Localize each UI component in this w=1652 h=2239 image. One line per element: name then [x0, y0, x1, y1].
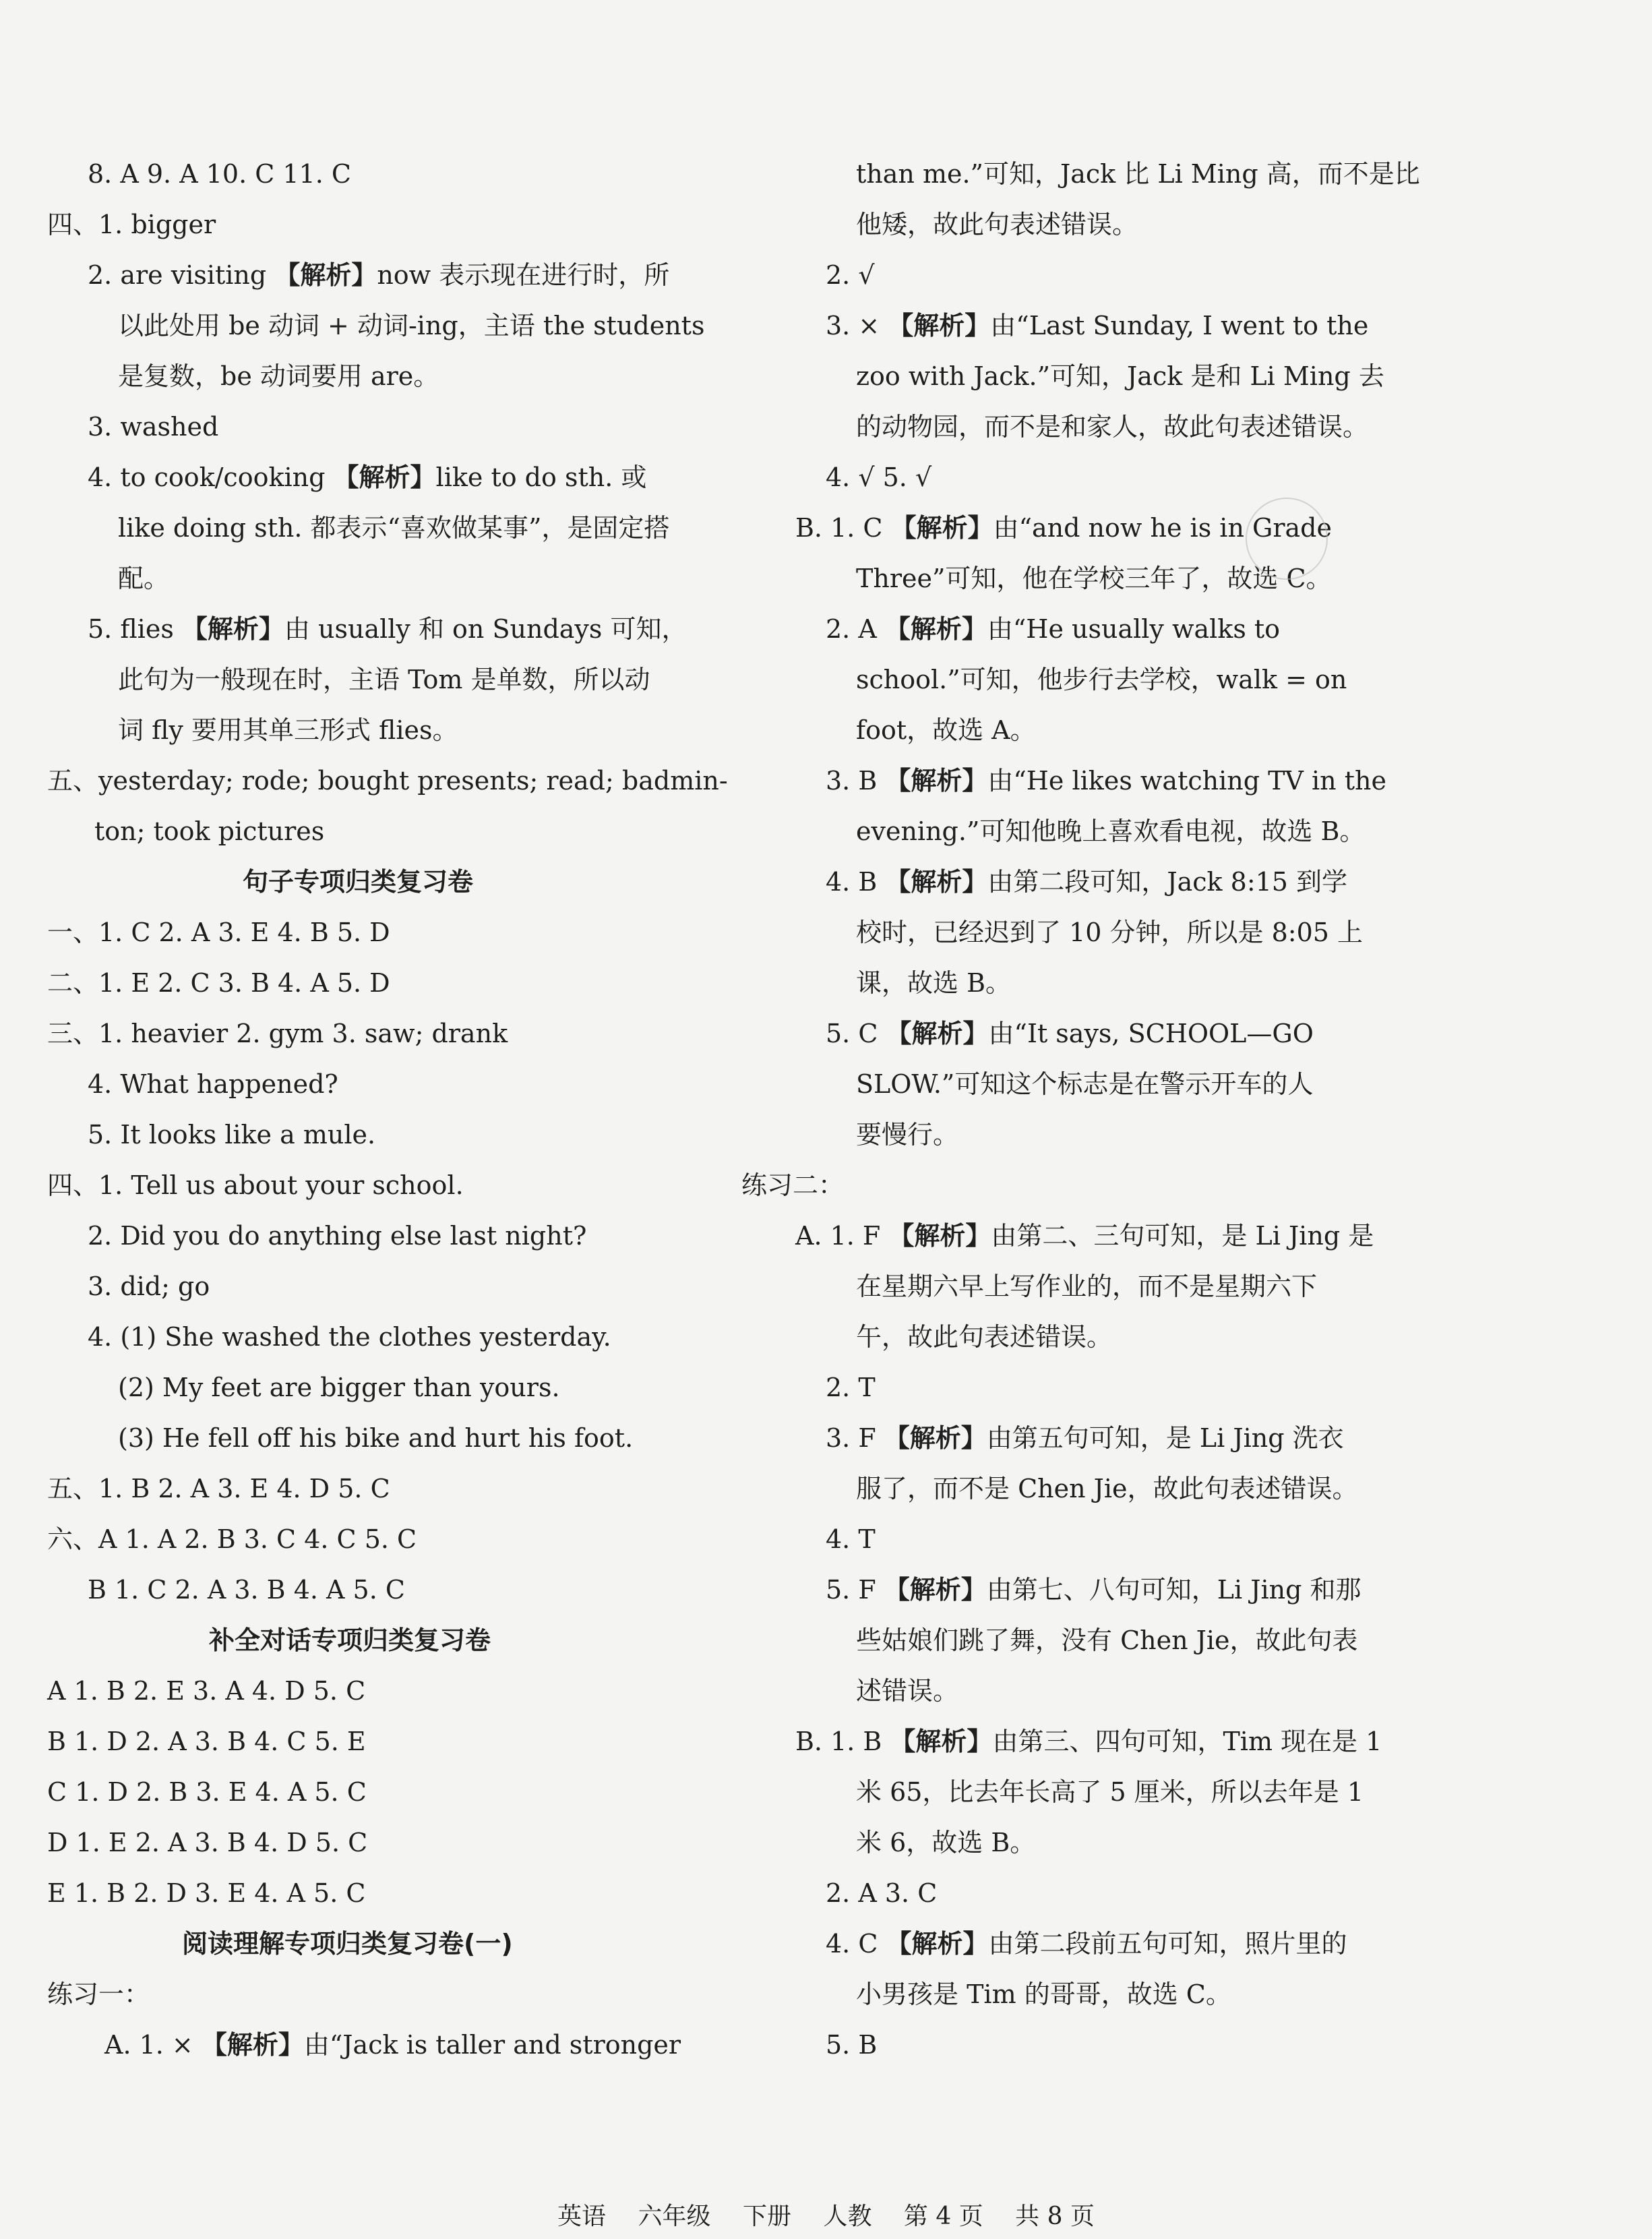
analysis-tag: 【解析】	[890, 513, 993, 543]
answer-line	[826, 1570, 1362, 1610]
answer-line: (3) He fell off his bike and hurt his foot.	[118, 1423, 634, 1453]
analysis-line: foot，故选 A。	[856, 715, 1036, 745]
footer-page-number: 第 4 页	[903, 2203, 983, 2230]
answer-line: 四、1. Tell us about your school.	[47, 1170, 464, 1200]
analysis-line: 他矮，故此句表述错误。	[856, 210, 1138, 239]
answer-number: A. 1. ×	[104, 2030, 202, 2060]
analysis-text: 由第五句可知，是 Li Jing 洗衣	[986, 1423, 1344, 1453]
analysis-line: 要慢行。	[856, 1120, 959, 1150]
section-title: 句子专项归类复习卷	[243, 867, 474, 897]
analysis-text: 由第二段可知，Jack 8:15 到学	[987, 867, 1348, 897]
analysis-tag: 【解析】	[333, 462, 436, 492]
answer-line: 4. √ 5. √	[826, 462, 932, 492]
answer-line	[88, 609, 687, 649]
analysis-text: like to do sth. 或	[435, 462, 647, 492]
answer-line: 四、1. bigger	[47, 210, 216, 239]
answer-line: 4. What happened?	[88, 1069, 338, 1099]
answer-line: 2. √	[826, 260, 875, 290]
answer-line: A 1. B 2. E 3. A 4. D 5. C	[47, 1676, 366, 1706]
answer-line: 二、1. E 2. C 3. B 4. A 5. D	[47, 968, 390, 998]
answer-line	[795, 1721, 1382, 1762]
analysis-tag: 【解析】	[885, 766, 988, 796]
answer-line: 8. A 9. A 10. C 11. C	[88, 159, 351, 189]
analysis-tag: 【解析】	[201, 2030, 304, 2060]
analysis-line: 的动物园，而不是和家人，故此句表述错误。	[856, 412, 1369, 442]
analysis-tag: 【解析】	[274, 260, 377, 290]
answer-line: 4. T	[826, 1524, 876, 1554]
answer-line: 六、A 1. A 2. B 3. C 4. C 5. C	[47, 1524, 417, 1554]
answer-line: 5. It looks like a mule.	[88, 1120, 376, 1150]
analysis-line: like doing sth. 都表示“喜欢做某事”，是固定搭	[118, 513, 670, 543]
answer-line	[795, 1216, 1374, 1256]
analysis-line: 小男孩是 Tim 的哥哥，故选 C。	[856, 1979, 1231, 2009]
answer-line: (2) My feet are bigger than yours.	[118, 1373, 560, 1402]
answer-line: E 1. B 2. D 3. E 4. A 5. C	[47, 1878, 366, 1908]
analysis-tag: 【解析】	[885, 867, 988, 897]
answer-number: 2. A	[826, 614, 885, 644]
answer-line	[826, 760, 1386, 801]
analysis-line: 配。	[118, 564, 170, 593]
answer-number: A. 1. F	[795, 1221, 889, 1251]
answer-line: D 1. E 2. A 3. B 4. D 5. C	[47, 1828, 368, 1857]
analysis-text: 由第七、八句可知，Li Jing 和那	[986, 1575, 1362, 1605]
analysis-tag: 【解析】	[884, 1575, 987, 1605]
analysis-line: zoo with Jack.”可知，Jack 是和 Li Ming 去	[856, 361, 1384, 391]
analysis-tag: 【解析】	[888, 311, 991, 340]
answer-line: 五、1. B 2. A 3. E 4. D 5. C	[47, 1474, 390, 1503]
answer-line	[88, 255, 669, 295]
section-title: 阅读理解专项归类复习卷(一)	[182, 1929, 513, 1959]
answer-line	[826, 1418, 1344, 1458]
analysis-text: 由“Jack is taller and stronger	[303, 2030, 681, 2060]
exercise-label: 练习二：	[741, 1170, 845, 1200]
analysis-line: SLOW.”可知这个标志是在警示开车的人	[856, 1069, 1314, 1099]
answer-line	[104, 2025, 681, 2065]
analysis-line: than me.”可知，Jack 比 Li Ming 高，而不是比	[856, 159, 1420, 189]
footer-subject: 英语	[557, 2203, 607, 2230]
answer-line	[826, 305, 1368, 346]
analysis-line: 是复数，be 动词要用 are。	[118, 361, 439, 391]
analysis-line: 些姑娘们跳了舞，没有 Chen Jie，故此句表	[856, 1625, 1358, 1655]
analysis-text: 由“It says, SCHOOL—GO	[988, 1019, 1314, 1048]
analysis-line: 校时，已经迟到了 10 分钟，所以是 8:05 上	[856, 918, 1364, 947]
answer-line: C 1. D 2. B 3. E 4. A 5. C	[47, 1777, 367, 1807]
section-title: 补全对话专项归类复习卷	[209, 1625, 491, 1655]
analysis-text: 由“and now he is in Grade	[993, 513, 1332, 543]
answer-number: 3. B	[826, 766, 886, 796]
analysis-text: 由 usually 和 on Sundays 可知，	[284, 614, 687, 644]
answer-line: B 1. C 2. A 3. B 4. A 5. C	[88, 1575, 405, 1605]
answer-line: 2. A 3. C	[826, 1878, 938, 1908]
analysis-line: 述错误。	[856, 1676, 959, 1706]
answer-line: 2. T	[826, 1373, 876, 1402]
answer-line	[826, 609, 1280, 649]
answer-number: 3. ×	[826, 311, 888, 340]
analysis-line: 课，故选 B。	[856, 968, 1012, 998]
answer-line: 3. washed	[88, 412, 219, 442]
answer-line	[826, 1923, 1347, 1964]
analysis-line: 米 6，故选 B。	[856, 1828, 1036, 1857]
answer-line	[88, 457, 646, 498]
page-footer	[0, 2197, 1652, 2237]
analysis-line: 米 65，比去年长高了 5 厘米，所以去年是 1	[856, 1777, 1364, 1807]
answer-number: 4. B	[826, 867, 886, 897]
analysis-tag: 【解析】	[181, 614, 284, 644]
analysis-line: 在星期六早上写作业的，而不是星期六下	[856, 1272, 1318, 1301]
answer-number: 3. F	[826, 1423, 884, 1453]
analysis-line: evening.”可知他晚上喜欢看电视，故选 B。	[856, 816, 1366, 846]
answer-line: 4. (1) She washed the clothes yesterday.	[88, 1322, 611, 1352]
analysis-line: school.”可知，他步行去学校，walk = on	[856, 665, 1347, 694]
analysis-text: 由“Last Sunday, I went to the	[990, 311, 1369, 340]
answer-number: 4. C	[826, 1929, 886, 1959]
analysis-tag: 【解析】	[888, 1221, 991, 1251]
exercise-label: 练习一：	[47, 1979, 150, 2009]
answer-number: 5. flies	[88, 614, 182, 644]
faint-stamp-mark	[1246, 498, 1328, 580]
analysis-tag: 【解析】	[884, 614, 987, 644]
analysis-line: 午，故此句表述错误。	[856, 1322, 1113, 1352]
footer-grade: 六年级	[638, 2203, 711, 2230]
analysis-line: Three”可知，他在学校三年了，故选 C。	[856, 564, 1332, 593]
analysis-text: 由第二、三句可知，是 Li Jing 是	[991, 1221, 1374, 1251]
analysis-text: now 表示现在进行时，所	[377, 260, 670, 290]
analysis-tag: 【解析】	[886, 1019, 989, 1048]
answer-line: 5. B	[826, 2030, 878, 2060]
analysis-text: 由“He usually walks to	[987, 614, 1281, 644]
answer-line: 一、1. C 2. A 3. E 4. B 5. D	[47, 918, 390, 947]
answer-line: 3. did; go	[88, 1272, 210, 1301]
answer-line: ton; took pictures	[94, 816, 325, 846]
answer-line: 三、1. heavier 2. gym 3. saw; drank	[47, 1019, 508, 1048]
analysis-line: 服了，而不是 Chen Jie，故此句表述错误。	[856, 1474, 1358, 1503]
answer-number: 5. C	[826, 1019, 886, 1048]
answer-number: 4. to cook/cooking	[88, 462, 334, 492]
answer-number: B. 1. B	[795, 1727, 890, 1756]
analysis-line: 词 fly 要用其单三形式 flies。	[118, 715, 458, 745]
answer-line	[826, 862, 1347, 902]
analysis-tag: 【解析】	[886, 1929, 989, 1959]
answer-line: 2. Did you do anything else last night?	[88, 1221, 587, 1251]
footer-total-pages: 共 8 页	[1015, 2203, 1095, 2230]
analysis-line: 以此处用 be 动词 + 动词-ing，主语 the students	[118, 311, 705, 340]
answer-number: B. 1. C	[795, 513, 891, 543]
analysis-line: 此句为一般现在时，主语 Tom 是单数，所以动	[118, 665, 650, 694]
footer-volume: 下册	[742, 2203, 791, 2230]
answer-number: 5. F	[826, 1575, 884, 1605]
answer-line: B 1. D 2. A 3. B 4. C 5. E	[47, 1727, 366, 1756]
footer-edition: 人教	[823, 2203, 872, 2230]
analysis-text: 由第二段前五句可知，照片里的	[988, 1929, 1347, 1959]
answer-number: 2. are visiting	[88, 260, 275, 290]
analysis-text: 由“He likes watching TV in the	[987, 766, 1386, 796]
answer-line: 五、yesterday; rode; bought presents; read; badmin-	[47, 766, 728, 796]
analysis-tag: 【解析】	[884, 1423, 987, 1453]
analysis-text: 由第三、四句可知，Tim 现在是 1	[992, 1727, 1382, 1756]
analysis-tag: 【解析】	[890, 1727, 993, 1756]
answer-line	[826, 1013, 1314, 1054]
